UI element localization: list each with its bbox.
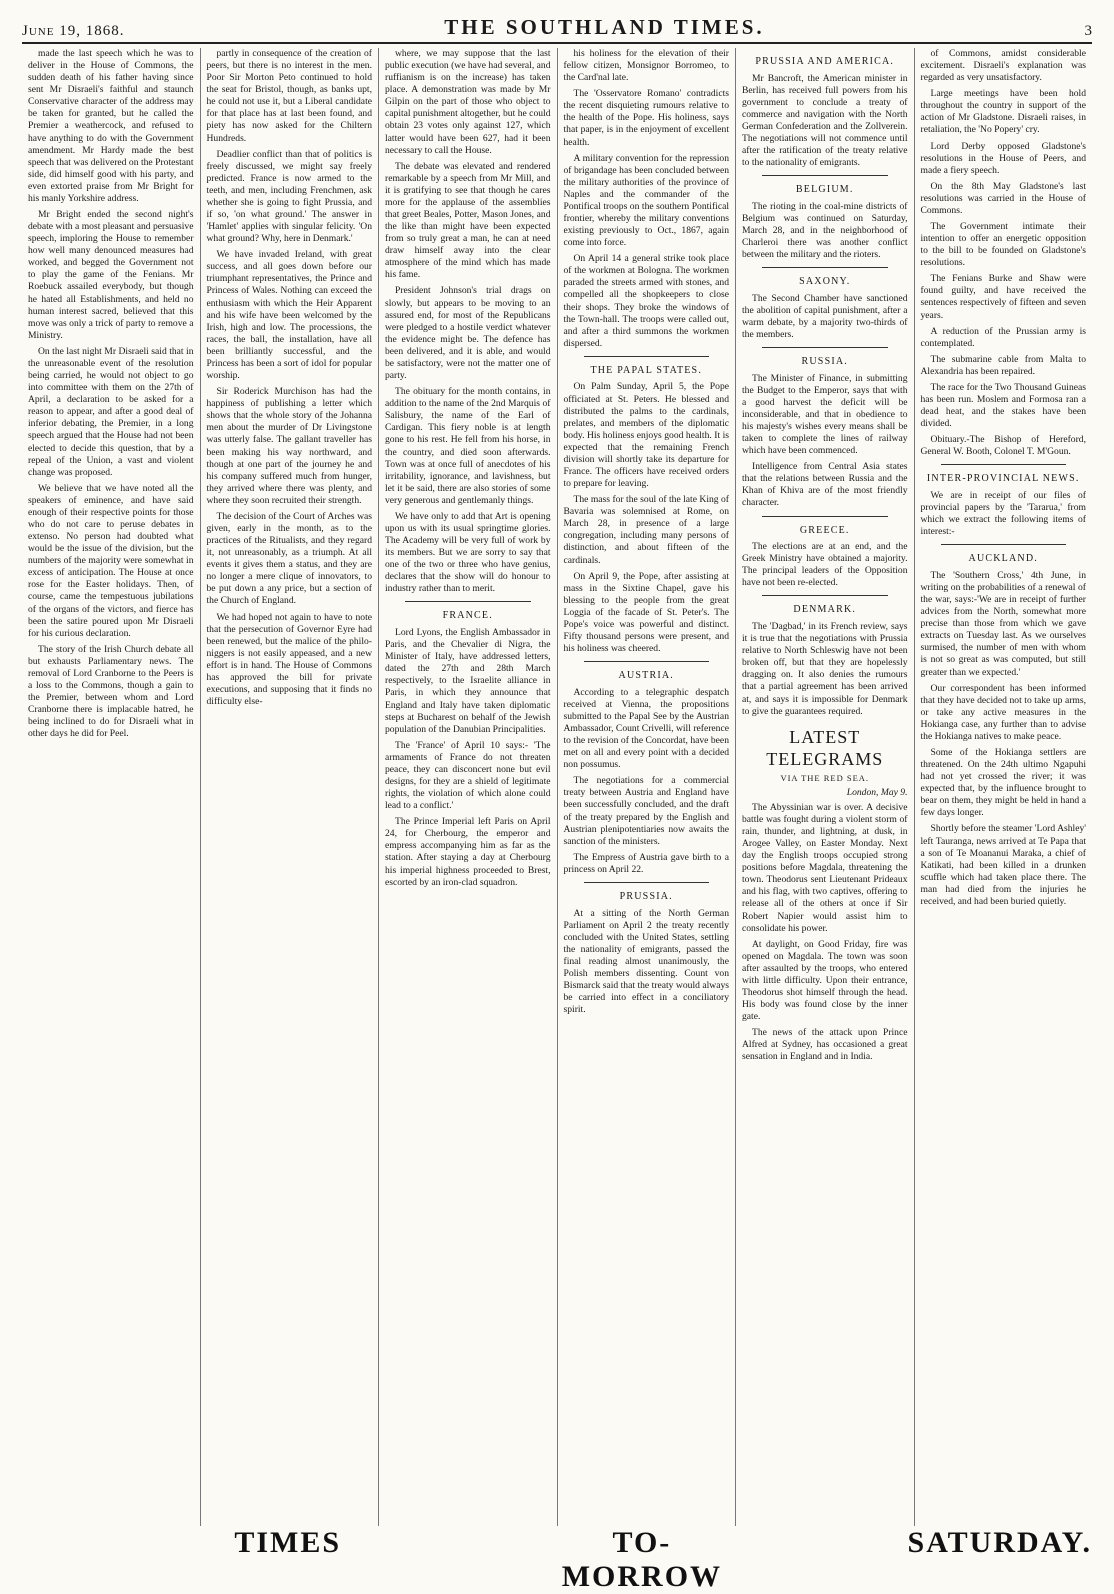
article-paragraph: The obituary for the month contains, in addition to the name of the 2nd Marquis of Salisbury, the name of the Earl of Cardigan. This fiery noble is at length gone to his rest. He fell from his horse, in the country, and died soon afterwards. Town was at once full of anecdotes of his irritability, ignorance, and lavishness, but let it be said, there are also stories of some very generous and gentlemanly things.	[385, 386, 551, 506]
article-paragraph: The submarine cable from Malta to Alexandria has been repaired.	[920, 353, 1086, 377]
section-heading: DENMARK.	[793, 604, 857, 616]
article-paragraph: On the 8th May Gladstone's last resolutions was carried in the House of Commons.	[920, 180, 1086, 216]
section-heading: LATEST TELEGRAMS	[766, 726, 884, 770]
footer-word-tomorrow: TO-MORROW	[561, 1526, 723, 1593]
article-paragraph: The Empress of Austria gave birth to a princess on April 22.	[563, 851, 729, 875]
article-paragraph: The 'Osservatore Romano' contradicts the recent disquieting rumours relative to the health of the Pope. His holiness, says that paper, is in the enjoyment of excellent health.	[563, 88, 729, 148]
article-paragraph: A military convention for the repression of brigandage has been concluded between the military authorities of the province of Naples and the commander of the Pontifical troops on the southern Pontifical frontier, whereby the military conventions existing previously to Oct., 1867, again come into force.	[563, 152, 729, 249]
article-paragraph: The Minister of Finance, in submitting the Budget to the Emperor, says that with a good harvest the deficit will be inconsiderable, and that in obedience to his majesty's wishes every means shall be taken to complete the lines of railway which have been commenced.	[742, 372, 908, 457]
article-paragraph: Sir Roderick Murchison has had the happiness of publishing a letter which shows that the whole story of the Johanna men about the murder of Dr Livingstone was utterly false. The gallant traveller has been making his way northward, and though at one part of the journey he and his company suffered much from hunger, they arrived where there was plenty, and where they soon recruited their strength.	[206, 386, 372, 506]
article-paragraph: We have only to add that Art is opening upon us with its usual springtime glories. The Academy will be very full of work by its members. But we are sorry to say that one of the two or three who have genius, declares that the show will do honour to industry rather than to merit.	[385, 510, 551, 595]
article-paragraph: Shortly before the steamer 'Lord Ashley' left Tauranga, news arrived at Te Papa that a son of Te Moananui Maraka, a chief of Katikati, had been killed in a drunken scuffle which had taken place there. The man had died from the injuries he received, and had been buried quietly.	[920, 823, 1086, 907]
column-2	[201, 48, 380, 1526]
section-heading: BELGIUM.	[795, 184, 854, 196]
article-paragraph: We are in receipt of our files of provincial papers by the 'Tararua,' from which we extract the following items of interest:-	[920, 490, 1086, 538]
section-divider	[584, 661, 710, 662]
article-paragraph: We believe that we have noted all the speakers of eminence, and have said enough of their respective points for those who do not care to peruse debates in extenso. No person had doubted what would be the issue of the division, but the numbers of the majority were somewhat in excess of anticipation. The House at once rose for the Easter holidays. Then, of course, came the tempestuous jubilations of the organs of the victors, and fierce has been the satire poured upon Mr Disraeli for his curious declaration.	[28, 482, 194, 639]
section-heading: INTER-PROVINCIAL NEWS.	[926, 473, 1080, 485]
article-paragraph: The decision of the Court of Arches was given, early in the month, as to the practices of the Ritualists, and they regard it, not unreasonably, as a triumph. At all events it gives them a status, and they are no longer a mere clique of innovators, to be put down a any price, but a section of the Church of England.	[206, 510, 372, 607]
article-paragraph: According to a telegraphic despatch received at Vienna, the propositions submitted to the Papal See by the Austrian Ambassador, Count Crivelli, will reference to the revision of the Concordat, have been met on all and every point with a decided non possumus.	[563, 686, 729, 771]
article-paragraph: We had hoped not again to have to note that the persecution of Governor Eyre had been renewed, but the malice of the philo-niggers is not easily appeased, and a new effort is in hand. The House of Commons has approved the bill for private executions, and supposing that it finds no difficulty else-	[206, 611, 372, 708]
article-paragraph: Our correspondent has been informed that they have decided not to take up arms, or take any active measures in the Hokianga case, any further than to advise the Hokianga natives to make peace.	[920, 682, 1086, 742]
article-paragraph: On April 14 a general strike took place of the workmen at Bologna. The workmen paraded the streets armed with stones, and compelled all the shopkeepers to close their shops. They broke the windows of the Town-hall. The troops were called out, and after a third summons the workmen dispersed.	[563, 253, 729, 349]
article-paragraph: On the last night Mr Disraeli said that in the unreasonable event of the resolution being carried, he would not object to go into committee with them on the 27th of April, a declaration to be asked for a reason to appear, and after a good deal of inferior debating, the Premier, in a long speech argued that the House had not been elected to decide this question, that by a repeal of the Union, a vast and violent change was proposed.	[28, 345, 194, 478]
column-4	[558, 48, 737, 1526]
page-footer	[22, 1526, 1092, 1593]
section-divider	[941, 464, 1067, 465]
column-5	[736, 48, 915, 1526]
article-paragraph: We have invaded Ireland, with great success, and all goes down before our triumphant representatives, the Prince and Princess of Wales. Nothing can exceed the enthusiasm with which the Heir Apparent and his wife have been welcomed by the Irish, high and low. The processions, the races, the ball, the installation, have all been brilliantly successful, and the Princess has been a sort of idol for popular worship.	[206, 249, 372, 382]
column-1	[22, 48, 201, 1526]
section-divider	[941, 544, 1067, 545]
article-paragraph: The Abyssinian war is over. A decisive battle was fought during a violent storm of rain, thunder, and lightning, at dusk, in Arogee Valley, on Easter Monday. Next day the English troops occupied strong positions before Magdala, threatening the town. Theodorus sent Lieutenant Prideaux and his flag, with two captives, offering to release all of the others at once if Sir Robert Napier would assist him to consolidate his power.	[742, 801, 908, 934]
article-paragraph: Some of the Hokianga settlers are threatened. On the 24th ultimo Ngapuhi had not yet crossed the river; it was expected that, by the influence brought to bear on them, they might be held in hand a few days longer.	[920, 747, 1086, 819]
section-divider	[762, 347, 888, 348]
article-paragraph: The negotiations for a commercial treaty between Austria and England have been successfully concluded, and the draft of the treaty prepared by the English and Austrian plenipotentiaries now awaits the sanction of the ministers.	[563, 775, 729, 847]
article-paragraph: The story of the Irish Church debate all but exhausts Parliamentary news. The removal of Lord Cranborne to the Peers is a loss to the Commons, though a gain to the Premier, between whom and Lord Cranborne there is implacable hatred, he being inclined to do for Disraeli what in other days he did for Peel.	[28, 643, 194, 740]
section-heading: AUCKLAND.	[968, 553, 1038, 565]
article-paragraph: The Government intimate their intention to offer an energetic opposition to the bill to be founded on Gladstone's resolutions.	[920, 221, 1086, 269]
article-paragraph: The news of the attack upon Prince Alfred at Sydney, has occasioned a great sensation in England and in India.	[742, 1027, 908, 1063]
article-paragraph: made the last speech which he was to deliver in the House of Commons, the sudden death of his father having since sent Mr Disraeli's faithful and staunch Conservative character of the address may be taken for granted, but he called the Premier a weathercock, and refused to have anything to do with the Government amendment. Mr Hardy made the best speech that was delivered on the Protestant side, did himself good with his party, and even extorted praise from Mr Bright for his manly Yorkshire address.	[28, 48, 194, 204]
article-paragraph: where, we may suppose that the last public execution (we have had several, and ruffianism is on the increase) has taken place. A demonstration was made by Mr Gilpin on the part of those who object to capital punishment altogether, but he could obtain 23 votes only against 127, which latter would have been 627, had it been necessary to call the House.	[385, 48, 551, 156]
article-paragraph: The debate was elevated and rendered remarkable by a speech from Mr Mill, and it is gratifying to see that though he cares more for the applause of the assemblies that greet Beales, Potter, Mason Jones, and the like than might have been expected from so truly great a man, he can at need draw himself away into the clear atmosphere of the mind which has made his fame.	[385, 160, 551, 281]
article-paragraph: Mr Bright ended the second night's debate with a most pleasant and persuasive speech, imploring the House to remember how well many denounced measures had worked, and begged the Government not to play the game of the Fenians. Mr Roebuck assailed everybody, but though he hated all Establishments, and held no human interest sacred, believed that this move was only a trick of party to remove a Ministry.	[28, 209, 194, 341]
article-paragraph: Intelligence from Central Asia states that the relations between Russia and the Khan of Khiva are of the most friendly character.	[742, 461, 908, 509]
article-paragraph: of Commons, amidst considerable excitement. Disraeli's explanation was regarded as very unsatisfactory.	[920, 48, 1086, 84]
article-paragraph: The 'France' of April 10 says:- 'The armaments of France do not threaten peace, they can disconcert none but evil designs, for they are a shield of legitimate rights, the violation of which alone could lead to a conflict.'	[385, 739, 551, 812]
page-header	[22, 10, 1092, 44]
section-divider	[762, 516, 888, 517]
article-paragraph: partly in consequence of the creation of peers, but there is no interest in the men. Poor Sir Morton Peto continued to hold the seat for Bristol, though, as banks upt, he could not use it, but a Liberal candidate for that place has at last been found, and piety has now asked for the Chiltern Hundreds.	[206, 48, 372, 144]
section-heading: GREECE.	[799, 524, 850, 536]
dateline: London, May 9.	[846, 786, 908, 798]
section-heading: PRUSSIA AND AMERICA.	[755, 56, 895, 67]
article-paragraph: The elections are at an end, and the Greek Ministry have obtained a majority. The principal leaders of the Opposition have not been re-elected.	[742, 541, 908, 589]
section-heading: AUSTRIA.	[618, 670, 674, 682]
article-paragraph: The Second Chamber have sanctioned the abolition of capital punishment, after a warm debate, by a majority two-thirds of the members.	[742, 292, 908, 341]
section-heading: THE PAPAL STATES.	[590, 364, 703, 376]
article-paragraph: Lord Lyons, the English Ambassador in Paris, and the Chevalier di Nigra, the Minister of Italy, have addressed letters, dated the 27th and 28th March respectively, to the Israelite alliance in Paris, in which they announce that England and Italy have taken diplomatic steps at Bucharest on behalf of the Jewish population of the Danubian Principalities.	[385, 627, 551, 735]
section-heading: SAXONY.	[799, 276, 851, 288]
section-divider	[762, 595, 888, 596]
column-6	[915, 48, 1093, 1526]
article-paragraph: Large meetings have been hold throughout the country in support of the action of Mr Gladstone. Disraeli raises, in retaliation, the 'No Popery' cry.	[920, 88, 1086, 136]
article-paragraph: The mass for the soul of the late King of Bavaria was solemnised at Rome, on March 28, in presence of a large congregation, including many persons of distinction, and about fifteen of the cardinals.	[563, 494, 729, 566]
article-paragraph: The rioting in the coal-mine districts of Belgium was continued on Saturday, March 28, and in the neighborhood of Charleroi there was another conflict between the military and the rioters.	[742, 200, 908, 261]
issue-date: June 19, 1868.	[22, 23, 125, 39]
article-paragraph: On Palm Sunday, April 5, the Pope officiated at St. Peters. He blessed and distributed the palms to the cardinals, prelates, and members of the diplomatic body. His holiness enjoys good health. It is expected that the remaining French division will shortly take its departure for France. The officers have received orders to prepare for leaving.	[563, 381, 729, 490]
footer-word-times: TIMES	[234, 1526, 342, 1559]
article-paragraph: The 'Southern Cross,' 4th June, in writing on the probabilities of a renewal of the war, says:-'We are in receipt of further advices from the North, somewhat more precise than those from which we gave extracts on Tuesday last. As we ourselves surmised, the number of men with whom is not so great as was computed, but still greater than we expected.'	[920, 569, 1086, 678]
article-paragraph: At daylight, on Good Friday, fire was opened on Magdala. The town was soon after assaulted by the troops, who entered with little difficulty. Upon their entrance, Theodorus shot himself through the head. His body was found close by the inner gate.	[742, 938, 908, 1023]
article-paragraph: his holiness for the elevation of their fellow citizen, Monsignor Borromeo, to the Card'nal late.	[563, 48, 729, 84]
section-heading: FRANCE.	[442, 610, 493, 622]
article-paragraph: The race for the Two Thousand Guineas has been run. Moslem and Formosa ran a dead heat, and the stakes have been divided.	[920, 381, 1086, 430]
article-paragraph: Lord Derby opposed Gladstone's resolutions in the House of Peers, and made a fiery speech.	[920, 140, 1086, 176]
article-paragraph: A reduction of the Prussian army is contemplated.	[920, 325, 1086, 349]
section-divider	[762, 175, 888, 176]
section-divider	[584, 882, 710, 883]
article-paragraph: At a sitting of the North German Parliament on April 2 the treaty recently concluded with the United States, settling the nationality of emigrants, passed the final reading almost unanimously, the Polish members dissenting. Count von Bismarck said that the treaty would always be carried into effect in a conciliatory spirit.	[563, 907, 729, 1016]
section-subheading: VIA THE RED SEA.	[780, 773, 870, 784]
section-heading: RUSSIA.	[801, 356, 848, 368]
section-divider	[762, 267, 888, 268]
article-paragraph: President Johnson's trial drags on slowly, but appears to be moving to an assured end, for most of the Republicans were pledged to a hostile verdict whatever the evidence might be. The defence has been delivered, and it is able, and would be satisfactory, were not the matter one of party.	[385, 285, 551, 382]
article-paragraph: The Fenians Burke and Shaw were found guilty, and have received the sentences respectively of fifteen and seven years.	[920, 273, 1086, 321]
article-paragraph: The 'Dagbad,' in its French review, says it is true that the negotiations with Prussia relative to North Schleswig have not been broken off, but that they are hopelessly dragging on. It also denies the rumours that a partial agreement has been arrived at, and says it is impossible for Denmark to give the guarantees required.	[742, 621, 908, 717]
article-paragraph: On April 9, the Pope, after assisting at mass in the Sixtine Chapel, gave his blessing to the people from the great Loggia of the facade of St. Peter's. The Pope's voice was powerful and distinct. Fifty thousand persons were present, and his holiness was cheered.	[563, 570, 729, 655]
article-paragraph: Deadlier conflict than that of politics is freely discussed, we might say freely predicted. France is now armed to the teeth, and men, including Frenchmen, ask whether she is going to fight Prussia, and if so, 'on what ground.' The answer in 'Hamlet' applies with singular felicity. 'On what ground? Why, here in Denmark.'	[206, 148, 372, 245]
footer-word-saturday: SATURDAY.	[907, 1526, 1092, 1559]
newspaper-title: THE SOUTHLAND TIMES.	[444, 15, 765, 39]
article-paragraph: Obituary.-The Bishop of Hereford, General W. Booth, Colonel T. M'Goun.	[920, 434, 1086, 458]
section-divider	[405, 601, 531, 602]
page-number: 3	[1084, 23, 1092, 39]
section-heading: PRUSSIA.	[619, 890, 673, 902]
section-divider	[584, 356, 710, 357]
column-3	[379, 48, 558, 1526]
columns-container	[22, 48, 1092, 1526]
article-paragraph: Mr Bancroft, the American minister in Berlin, has received full powers from his government to conclude a treaty of commerce and navigation with the North German Confederation and the Zollverein. The negotiations will not commence until after the ratification of the treaty relative to the nationality of emigrants.	[742, 72, 908, 169]
article-paragraph: The Prince Imperial left Paris on April 24, for Cherbourg, the emperor and empress accompanying him as far as the station. After staying a day at Cherbourg his imperial highness proceeded to Brest, escorted by an iron-clad squadron.	[385, 816, 551, 888]
